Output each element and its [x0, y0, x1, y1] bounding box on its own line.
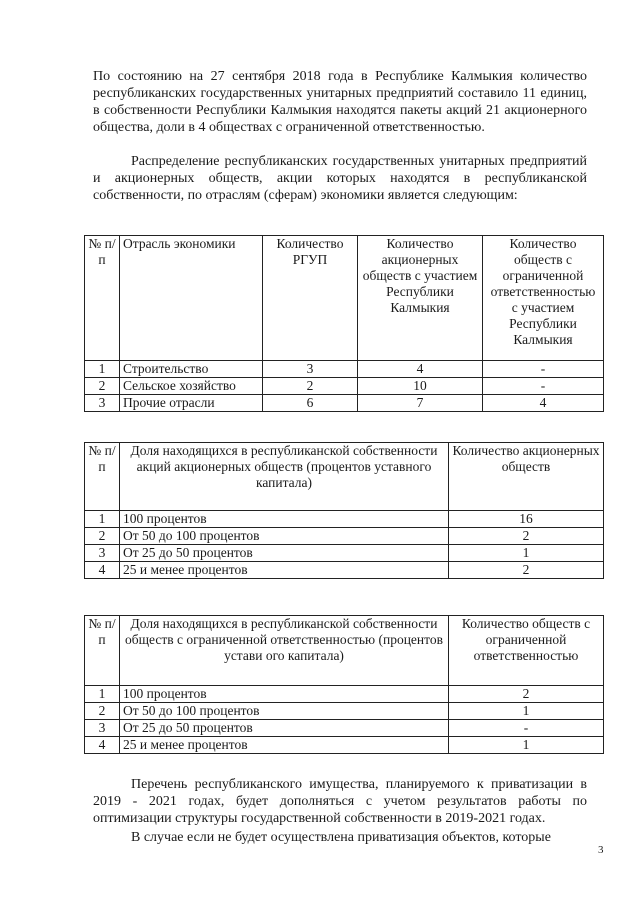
- paragraph-continuation: В случае если не будет осуществлена приватизация объектов, которые: [131, 830, 551, 845]
- table-cell: 2: [449, 686, 604, 703]
- table-cell: 4: [483, 395, 604, 412]
- table-cell: 10: [358, 378, 483, 395]
- header-cell: № п/п: [85, 616, 120, 686]
- table-cell: 2: [85, 703, 120, 720]
- table-cell: -: [449, 720, 604, 737]
- paragraph-intro: По состоянию на 27 сентября 2018 года в Республике Калмыкия количество республиканских государственных унитарных предприятий составило 11 единиц, в собственности Республики Калмыкия находятся пакеты акций 21 акционерного общества, доли в 4 обществах с ограниченной ответственностью.: [93, 69, 587, 135]
- table-row: [85, 378, 604, 395]
- table-cell: 4: [85, 737, 120, 754]
- table-cell: 4: [358, 361, 483, 378]
- table-cell: 2: [85, 378, 120, 395]
- table-header-row: [85, 443, 604, 511]
- table-cell: 25 и менее процентов: [120, 562, 449, 579]
- table-cell: 4: [85, 562, 120, 579]
- page-number: 3: [598, 844, 604, 856]
- table-cell: 3: [85, 395, 120, 412]
- header-cell: № п/п: [85, 443, 120, 511]
- table-cell: Сельское хозяйство: [120, 378, 263, 395]
- table-cell: 7: [358, 395, 483, 412]
- table-cell: От 50 до 100 процентов: [120, 703, 449, 720]
- table-cell: 1: [449, 703, 604, 720]
- table-row: [85, 545, 604, 562]
- table-cell: Прочие отрасли: [120, 395, 263, 412]
- table-cell: От 25 до 50 процентов: [120, 720, 449, 737]
- table-cell: 25 и менее процентов: [120, 737, 449, 754]
- table-cell: 16: [449, 511, 604, 528]
- header-cell: Отрасль экономики: [120, 236, 263, 361]
- header-cell: Количество РГУП: [263, 236, 358, 361]
- table-cell: 100 процентов: [120, 511, 449, 528]
- table-header-row: [85, 236, 604, 361]
- header-cell: Количество обществ с ограниченной ответственностью с участием Республики Калмыкия: [483, 236, 604, 361]
- table-cell: Строительство: [120, 361, 263, 378]
- table-row: [85, 395, 604, 412]
- table-joint-stock-shares: [84, 442, 604, 579]
- paragraph-distribution: Распределение республиканских государственных унитарных предприятий и акционерных обществ, акции которых находятся в республиканской собственности, по отраслям (сферам) экономики является следующим:: [93, 154, 587, 203]
- table-cell: 3: [263, 361, 358, 378]
- table-row: [85, 720, 604, 737]
- table-cell: -: [483, 378, 604, 395]
- table-cell: 2: [449, 528, 604, 545]
- table-cell: 1: [449, 545, 604, 562]
- table-cell: 1: [85, 686, 120, 703]
- table-cell: 3: [85, 720, 120, 737]
- table-cell: 2: [263, 378, 358, 395]
- table-industries: [84, 235, 604, 412]
- header-cell: Доля находящихся в республиканской собственности обществ с ограниченной ответственностью (процентов устави ого капитала): [120, 616, 449, 686]
- table-header-row: [85, 616, 604, 686]
- header-cell: Доля находящихся в республиканской собственности акций акционерных обществ (процентов уставного капитала): [120, 443, 449, 511]
- table-row: [85, 361, 604, 378]
- table-cell: 1: [449, 737, 604, 754]
- table-cell: 2: [85, 528, 120, 545]
- table-cell: -: [483, 361, 604, 378]
- table-cell: 3: [85, 545, 120, 562]
- table-row: [85, 562, 604, 579]
- table-cell: От 25 до 50 процентов: [120, 545, 449, 562]
- table-row: [85, 528, 604, 545]
- paragraph-privatization-list: Перечень республиканского имущества, планируемого к приватизации в 2019 - 2021 годах, будет дополняться с учетом результатов работы по оптимизации структуры государственной собственности в 2019-2021 годах.: [93, 777, 587, 826]
- table-cell: 2: [449, 562, 604, 579]
- table-cell: От 50 до 100 процентов: [120, 528, 449, 545]
- header-cell: Количество обществ с ограниченной ответственностью: [449, 616, 604, 686]
- header-cell: Количество акционерных обществ: [449, 443, 604, 511]
- header-cell: № п/п: [85, 236, 120, 361]
- table-row: [85, 703, 604, 720]
- table-row: [85, 686, 604, 703]
- table-row: [85, 511, 604, 528]
- table-cell: 1: [85, 511, 120, 528]
- table-llc-shares: [84, 615, 604, 754]
- table-cell: 1: [85, 361, 120, 378]
- header-cell: Количество акционерных обществ с участием Республики Калмыкия: [358, 236, 483, 361]
- table-cell: 100 процентов: [120, 686, 449, 703]
- table-cell: 6: [263, 395, 358, 412]
- table-row: [85, 737, 604, 754]
